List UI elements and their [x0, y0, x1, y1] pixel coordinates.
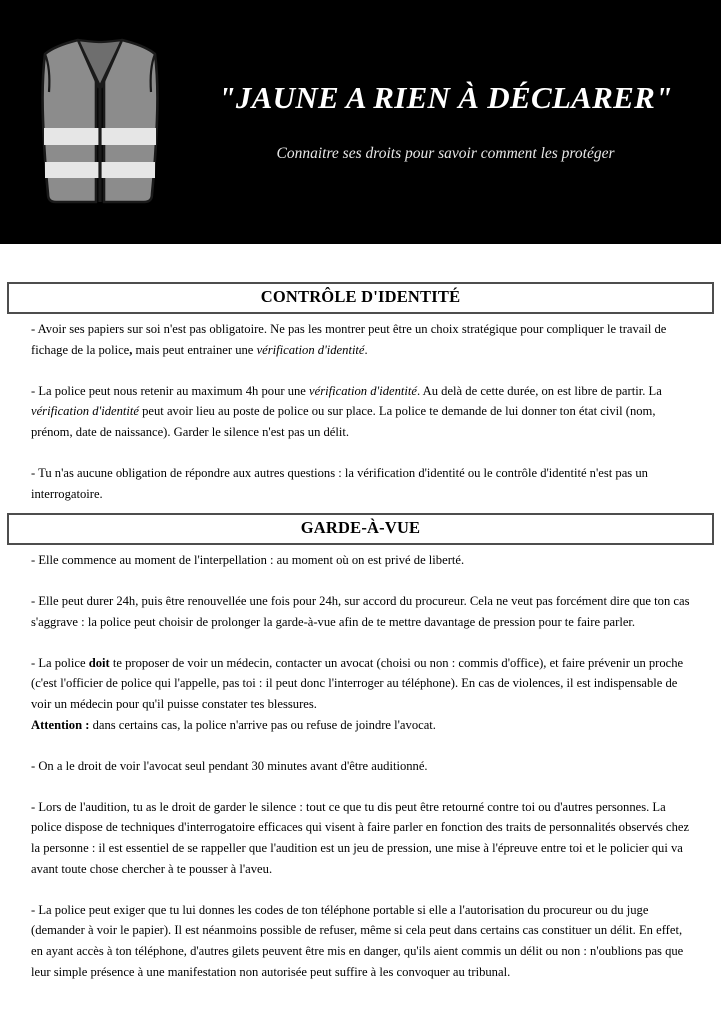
page-title: "JAUNE A RIEN À DÉCLARER": [218, 79, 673, 115]
page-subtitle: Connaitre ses droits pour savoir comment les protéger: [276, 145, 615, 163]
strong-text: Attention :: [31, 717, 90, 732]
strong-text: doit: [88, 655, 110, 670]
header-banner: [0, 0, 721, 244]
paragraph: - On a le droit de voir l'avocat seul pendant 30 minutes avant d'être auditionné.: [31, 758, 428, 773]
document-body: [0, 282, 721, 982]
paragraph: - Tu n'as aucune obligation de répondre aux autres questions : la vérification d'identité ou le contrôle d'identité n'est pas un interrogatoire.: [31, 465, 648, 501]
emphasis-text: vérification d'identité: [309, 383, 418, 398]
paragraph: - La police peut exiger que tu lui donnes les codes de ton téléphone portable si elle a l'autorisation du procureur ou du juge (demander à voir le papier). Il est néanmoins possible de refuser, même si cela peut dans certains cas constituer un délit. En effet, en ayant accès à ton téléphone, d'autres gilets peuvent être mis en danger, qu'ils aient commis un délit ou non : n'oublions pas que leur simple présence à une manifestation non autorisée peut suffire à les convoquer au tribunal.: [31, 902, 684, 979]
section-heading-garde-a-vue: GARDE-À-VUE: [7, 513, 714, 545]
emphasis-text: vérification d'identité: [256, 342, 365, 357]
paragraph: - Elle peut durer 24h, puis être renouvellée une fois pour 24h, sur accord du procureur. Cela ne veut pas forcément dire que ton cas s'aggrave : la police peut choisir de prolonger la garde-à-vue afin de te mettre davantage de pression pour te faire parler.: [31, 594, 690, 629]
paragraph: - Lors de l'audition, tu as le droit de garder le silence : tout ce que tu dis peut être retourné contre toi ou d'autres personnes. La police dispose de techniques d'interrogatoire efficaces qui visent à faire parler en fonction des traits de personnalités observés chez la personne : il est essentiel de se rappeller que l'audition est un jeu de pression, une mise à l'épreuve entre toi et le policier qui va avant toute chose chercher à te pousser à l'aveu.: [31, 799, 690, 876]
paragraph: - La police peut nous retenir au maximum 4h pour une vérification d'identité. Au delà de cette durée, on est libre de partir. La vérification d'identité peut avoir lieu au poste de police ou sur place. La police te demande de lui donner ton état civil (nom, prénom, date de naissance). Garder le silence n'est pas un délit.: [31, 383, 662, 439]
safety-vest-illustration: [0, 0, 186, 244]
section-body-controle-didentite: [7, 319, 714, 504]
section-body-garde-a-vue: [7, 550, 714, 982]
safety-vest-icon: [36, 34, 164, 210]
paragraph: - Avoir ses papiers sur soi n'est pas obligatoire. Ne pas les montrer peut être un choix stratégique pour compliquer le travail de fichage de la police, mais peut entrainer une vérification d'identité.: [31, 321, 667, 357]
paragraph: - La police doit te proposer de voir un médecin, contacter un avocat (choisi ou non : commis d'office), et faire prévenir un proche (c'est l'officier de police qui l'appelle, pas toi : il peut donc l'interroger au téléphone). En cas de violences, il est indispensable de voir un médecin pour qu'il puisse constater tes blessures.: [31, 655, 684, 712]
paragraph: Attention : dans certains cas, la police n'arrive pas ou refuse de joindre l'avocat.: [31, 717, 436, 732]
emphasis-text: vérification d'identité: [31, 404, 139, 419]
banner-text-block: [186, 81, 721, 163]
paragraph: - Elle commence au moment de l'interpellation : au moment où on est privé de liberté.: [31, 553, 465, 568]
strong-text: ,: [129, 342, 133, 357]
section-heading-controle-didentite: CONTRÔLE D'IDENTITÉ: [7, 282, 714, 314]
